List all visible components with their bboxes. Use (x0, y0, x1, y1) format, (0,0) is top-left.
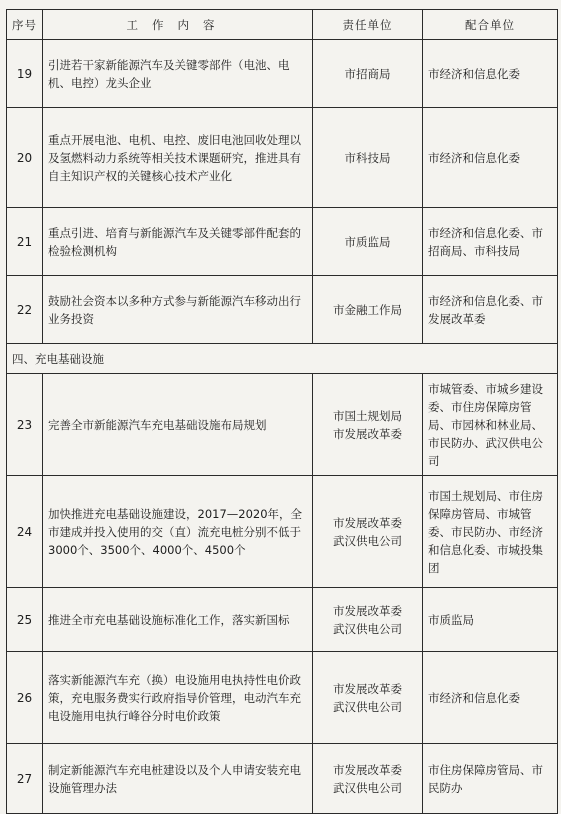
row-num: 20 (7, 108, 43, 208)
work-table (6, 9, 558, 814)
header-num: 序号 (7, 10, 43, 40)
row-content: 重点引进、培育与新能源汽车及关键零部件配套的检验检测机构 (43, 208, 313, 276)
row-num: 21 (7, 208, 43, 276)
row-num: 19 (7, 40, 43, 108)
row-num: 24 (7, 476, 43, 588)
row-responsible: 市金融工作局 (313, 276, 423, 344)
table-row (7, 208, 558, 276)
row-num: 26 (7, 652, 43, 744)
table-row (7, 476, 558, 588)
row-cooperating: 市经济和信息化委、市招商局、市科技局 (423, 208, 558, 276)
row-content: 推进全市充电基础设施标准化工作，落实新国标 (43, 588, 313, 652)
row-cooperating: 市城管委、市城乡建设委、市住房保障房管局、市园林和林业局、市民防办、武汉供电公司 (423, 374, 558, 476)
table-row (7, 108, 558, 208)
row-content: 重点开展电池、电机、电控、废旧电池回收处理以及氢燃料动力系统等相关技术课题研究，推进具有自主知识产权的关键核心技术产业化 (43, 108, 313, 208)
row-cooperating: 市经济和信息化委 (423, 652, 558, 744)
row-responsible: 市招商局 (313, 40, 423, 108)
row-content: 完善全市新能源汽车充电基础设施布局规划 (43, 374, 313, 476)
section-title: 四、充电基础设施 (7, 344, 558, 374)
header-responsible: 责任单位 (313, 10, 423, 40)
header-cooperating: 配合单位 (423, 10, 558, 40)
row-cooperating: 市国土规划局、市住房保障房管局、市城管委、市民防办、市经济和信息化委、市城投集团 (423, 476, 558, 588)
row-content: 引进若干家新能源汽车及关键零部件（电池、电机、电控）龙头企业 (43, 40, 313, 108)
row-responsible: 市发展改革委 武汉供电公司 (313, 744, 423, 814)
row-content: 加快推进充电基础设施建设，2017—2020年，全市建成并投入使用的交（直）流充电桩分别不低于3000个、3500个、4000个、4500个 (43, 476, 313, 588)
row-cooperating: 市住房保障房管局、市民防办 (423, 744, 558, 814)
row-responsible: 市发展改革委 武汉供电公司 (313, 652, 423, 744)
row-content: 鼓励社会资本以多种方式参与新能源汽车移动出行业务投资 (43, 276, 313, 344)
row-responsible: 市发展改革委 武汉供电公司 (313, 476, 423, 588)
header-row (7, 10, 558, 40)
row-responsible: 市质监局 (313, 208, 423, 276)
row-responsible: 市发展改革委 武汉供电公司 (313, 588, 423, 652)
row-responsible: 市国土规划局 市发展改革委 (313, 374, 423, 476)
row-content: 落实新能源汽车充（换）电设施用电执持性电价政策，充电服务费实行政府指导价管理，电动汽车充电设施用电执行峰谷分时电价政策 (43, 652, 313, 744)
table-row (7, 40, 558, 108)
row-responsible: 市科技局 (313, 108, 423, 208)
row-cooperating: 市经济和信息化委 (423, 108, 558, 208)
section-row (7, 344, 558, 374)
header-work: 工作内容 (43, 10, 313, 40)
row-num: 25 (7, 588, 43, 652)
row-num: 27 (7, 744, 43, 814)
table-row (7, 588, 558, 652)
table-row (7, 744, 558, 814)
row-cooperating: 市经济和信息化委、市发展改革委 (423, 276, 558, 344)
row-cooperating: 市质监局 (423, 588, 558, 652)
row-cooperating: 市经济和信息化委 (423, 40, 558, 108)
table-row (7, 374, 558, 476)
table-row (7, 652, 558, 744)
table-row (7, 276, 558, 344)
row-num: 23 (7, 374, 43, 476)
row-num: 22 (7, 276, 43, 344)
row-content: 制定新能源汽车充电桩建设以及个人申请安装充电设施管理办法 (43, 744, 313, 814)
